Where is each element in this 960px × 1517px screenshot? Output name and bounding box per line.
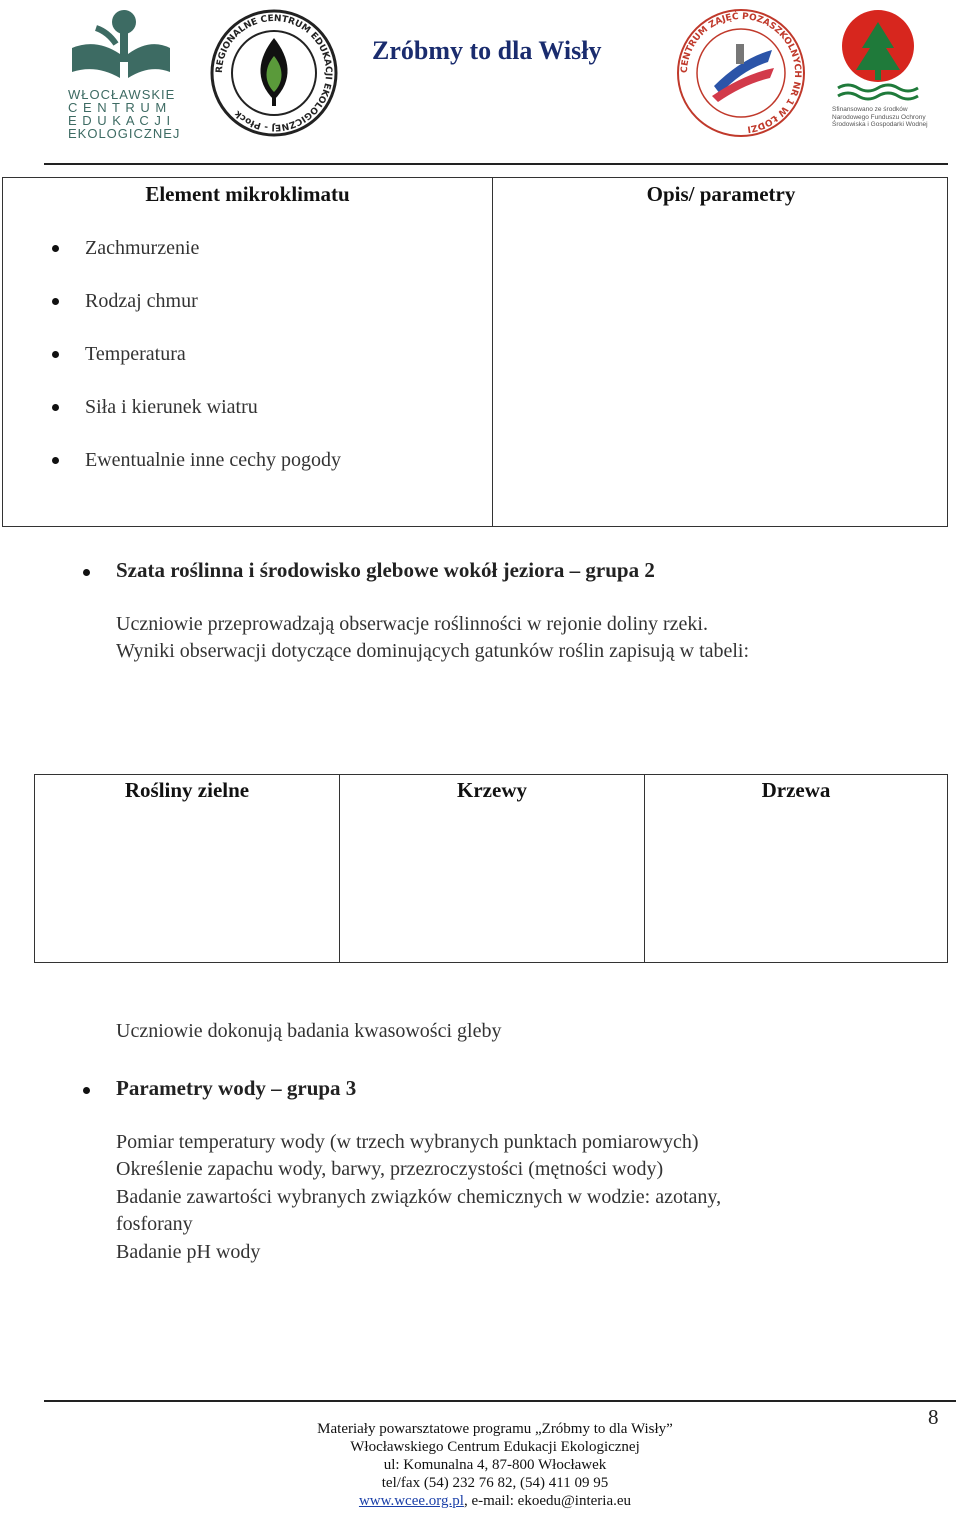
paragraph-line: Uczniowie przeprowadzają obserwacje roślinności w rejonie doliny rzeki. — [116, 613, 708, 635]
paragraph-line: Badanie pH wody — [116, 1241, 261, 1263]
footer-line: ul: Komunalna 4, 87-800 Włocławek — [383, 1457, 607, 1473]
table-header-description: Opis/ parametry — [646, 182, 796, 206]
list-item: Ewentualnie inne cechy pogody — [3, 448, 341, 501]
nfos-emblem-icon — [832, 8, 924, 104]
header-divider — [44, 163, 948, 165]
wcee-logo-line-4: EKOLOGICZNEJ — [68, 126, 181, 141]
list-item: Rodzaj chmur — [3, 289, 341, 342]
nfos-logo-text: Sfinansowano ze środków Narodowego Funduszu Ochrony Środowiska i Gospodarki Wodnej — [832, 106, 928, 128]
table-column-herbs — [35, 775, 339, 962]
wcee-logo — [62, 8, 181, 141]
section-heading-vegetation: Szata roślinna i środowisko glebowe wokół jeziora – grupa 2 — [116, 558, 655, 582]
section-heading-water: Parametry wody – grupa 3 — [116, 1076, 357, 1100]
list-item: Siła i kierunek wiatru — [3, 395, 341, 448]
wcee-logo-line-3: E D U K A C J I — [68, 113, 172, 128]
table-column-shrubs — [340, 775, 644, 962]
list-item: Temperatura — [3, 342, 341, 395]
czp-ring-text: CENTRUM ZAJĘĆ POZASZKOLNYCH NR 1 W ŁODZI — [679, 11, 803, 134]
table-column-divider — [492, 178, 493, 526]
soil-acidity-text: Uczniowie dokonują badania kwasowości gleby — [116, 1020, 502, 1042]
paragraph-line: Wyniki obserwacji dotyczące dominujących gatunków roślin zapisują w tabeli: — [116, 640, 750, 662]
list-item: Zachmurzenie — [3, 236, 341, 289]
table-header-herbs: Rośliny zielne — [124, 778, 250, 802]
footer-contact-line — [230, 1492, 760, 1510]
website-link[interactable]: www.wcee.org.pl — [358, 1493, 464, 1509]
footer-email: , e-mail: ekoedu@interia.eu — [463, 1493, 632, 1509]
table-header-shrubs: Krzewy — [457, 778, 527, 802]
czp-seal-icon — [672, 8, 810, 138]
rcee-logo — [208, 8, 340, 138]
microclimate-table — [2, 177, 948, 527]
rcee-seal-icon — [208, 8, 340, 138]
footer — [230, 1420, 760, 1510]
nfos-logo — [832, 8, 928, 138]
bullet-icon — [83, 569, 90, 576]
paragraph-line: fosforany — [116, 1213, 193, 1235]
footer-divider — [44, 1400, 956, 1402]
wcee-tree-book-icon — [66, 8, 172, 88]
paragraph-line: Pomiar temperatury wody (w trzech wybranych punktach pomiarowych) — [116, 1131, 699, 1153]
czp-logo — [672, 8, 810, 138]
table-header-trees: Drzewa — [761, 778, 831, 802]
table-header-element: Element mikroklimatu — [145, 182, 350, 206]
wcee-logo-line-2: C E N T R U M — [68, 100, 168, 115]
bullet-icon — [83, 1087, 90, 1094]
rcee-ring-text: REGIONALNE CENTRUM EDUKACJI EKOLOGICZNEJ - Płock — [214, 13, 334, 133]
wcee-logo-line-1: WŁOCŁAWSKIE — [68, 87, 176, 102]
footer-line: Włocławskiego Centrum Edukacji Ekologicznej — [350, 1439, 640, 1455]
page-header-title: Zróbmy to dla Wisły — [372, 36, 602, 65]
vegetation-table — [34, 774, 948, 963]
paragraph-line: Określenie zapachu wody, barwy, przezroczystości (mętności wody) — [116, 1158, 664, 1180]
footer-line: tel/fax (54) 232 76 82, (54) 411 09 95 — [381, 1475, 609, 1491]
microclimate-list — [3, 236, 341, 501]
page-number: 8 — [928, 1405, 939, 1429]
table-column-trees — [645, 775, 947, 962]
paragraph-line: Badanie zawartości wybranych związków chemicznych w wodzie: azotany, — [116, 1186, 722, 1208]
footer-line: Materiały powarsztatowe programu „Zróbmy to dla Wisły” — [317, 1421, 673, 1437]
